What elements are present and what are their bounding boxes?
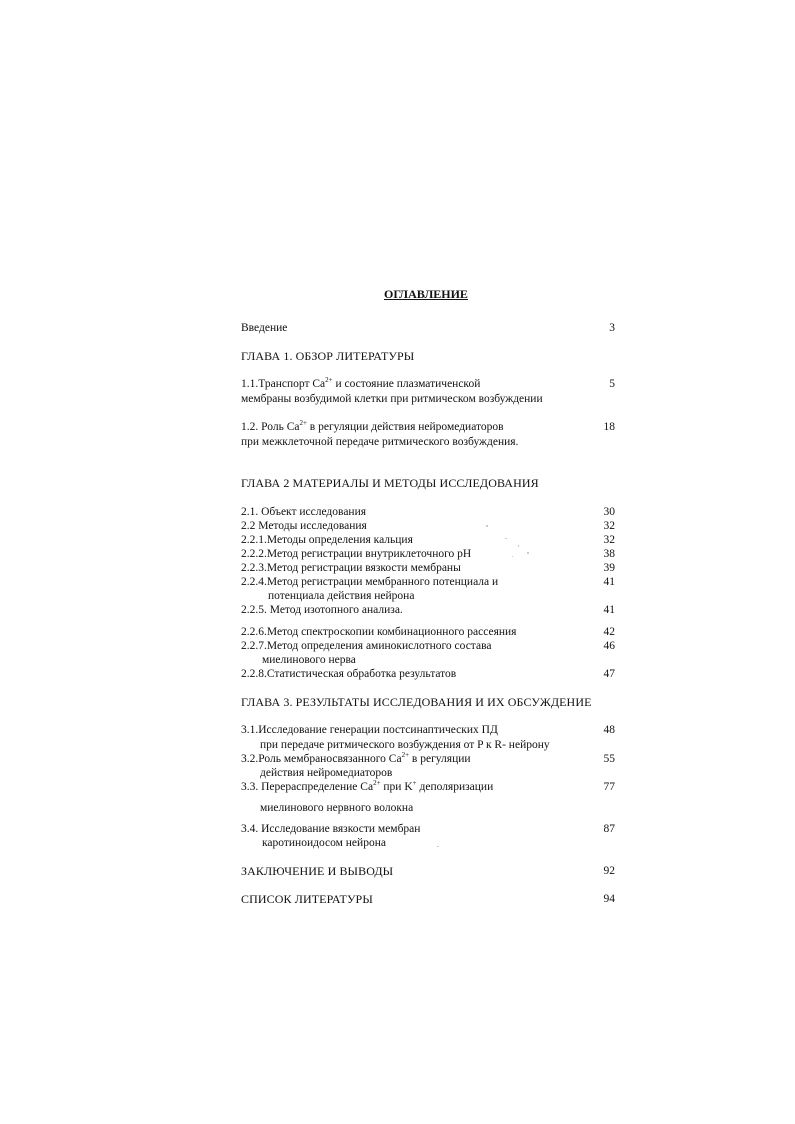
- superscript: 2+: [325, 376, 333, 384]
- toc-entry-2-2-7-line2: миелинового нерва: [262, 654, 356, 666]
- toc-page-2-2-8: 47: [603, 668, 615, 680]
- toc-page-2-2-3: 39: [603, 562, 615, 574]
- toc-page-references: 94: [603, 893, 615, 905]
- superscript: 2+: [401, 751, 410, 759]
- toc-entry-2-2-8: 2.2.8.Статистическая обработка результатов: [241, 668, 457, 680]
- toc-entry-text: 1.2. Роль Ca: [241, 421, 300, 433]
- toc-entry-3-3-line2: миелинового нервного волокна: [260, 802, 414, 814]
- toc-page-2-2-5: 41: [603, 604, 615, 616]
- scan-speck: [437, 846, 439, 847]
- scan-speck: [486, 525, 488, 527]
- toc-page-2-2-4: 41: [603, 576, 615, 588]
- toc-entry-text: 1.1.Транспорт Ca: [241, 378, 326, 390]
- toc-entry-text: в регуляции действия нейромедиаторов: [306, 421, 504, 433]
- toc-entry-2-1: 2.1. Объект исследования: [241, 506, 367, 518]
- toc-page-3-4: 87: [603, 823, 615, 835]
- toc-entry-2-2-2: 2.2.2.Метод регистрации внутриклеточного pH: [241, 548, 472, 560]
- scan-speck: [518, 545, 519, 547]
- toc-page-2-1: 30: [603, 506, 615, 518]
- toc-entry-2-2-3: 2.2.3.Метод регистрации вязкости мембраны: [241, 562, 461, 574]
- toc-entry-1-1: [241, 377, 480, 391]
- toc-entry-text: при K: [380, 781, 413, 793]
- toc-entry-2-2-5: 2.2.5. Метод изотопного анализа.: [241, 604, 403, 616]
- toc-page-3-1: 48: [603, 724, 615, 736]
- toc-page-1-1: 5: [609, 378, 615, 390]
- toc-entry-2-2-4: 2.2.4.Метод регистрации мембранного потенциала и: [241, 576, 499, 588]
- superscript: 2+: [299, 419, 307, 427]
- superscript: 2+: [373, 779, 381, 787]
- toc-entry-3-3: [241, 780, 493, 794]
- scan-speck: [512, 556, 513, 557]
- toc-entry-intro: Введение: [241, 322, 288, 334]
- chapter-2-heading: ГЛАВА 2 МАТЕРИАЛЫ И МЕТОДЫ ИССЛЕДОВАНИЯ: [241, 476, 539, 490]
- toc-entry-2-2-4-line2: потенциала действия нейрона: [268, 590, 415, 602]
- toc-entry-2-2: 2.2 Методы исследования: [241, 520, 367, 532]
- toc-entry-2-2-6: 2.2.6.Метод спектроскопии комбинационного рассеяния: [241, 626, 517, 638]
- scan-speck: [527, 552, 529, 554]
- toc-page-3-2: 55: [603, 753, 615, 765]
- toc-entry-text: в регуляции: [409, 753, 471, 765]
- toc-page-1-2: 18: [603, 421, 615, 433]
- toc-entry-text: 3.2.Роль мембраносвязанного Ca: [241, 753, 402, 765]
- toc-page-2-2: 32: [603, 520, 615, 532]
- toc-entry-conclusion: ЗАКЛЮЧЕНИЕ И ВЫВОДЫ: [241, 864, 394, 878]
- toc-page-2-2-7: 46: [603, 640, 615, 652]
- chapter-3-heading: ГЛАВА 3. РЕЗУЛЬТАТЫ ИССЛЕДОВАНИЯ И ИХ ОБСУЖДЕНИЕ: [241, 695, 592, 709]
- toc-page-2-2-1: 32: [603, 534, 615, 546]
- toc-page-intro: 3: [609, 322, 615, 334]
- toc-entry-3-4: 3.4. Исследование вязкости мембран: [241, 823, 421, 835]
- superscript: +: [412, 779, 417, 787]
- toc-entry-3-1: 3.1.Исследование генерации постсинаптических ПД: [241, 724, 498, 736]
- toc-entry-3-2: [241, 752, 471, 766]
- toc-entry-1-2: [241, 420, 504, 434]
- toc-page-2-2-6: 42: [603, 626, 615, 638]
- toc-entry-2-2-7: 2.2.7.Метод определения аминокислотного состава: [241, 640, 492, 652]
- toc-entry-3-1-line2: при передаче ритмического возбуждения от P к R- нейрону: [260, 739, 550, 751]
- toc-entry-3-4-line2: каротиноидосом нейрона: [262, 837, 386, 849]
- page-title: ОГЛАВЛЕНИЕ: [384, 287, 468, 301]
- toc-entry-references: СПИСОК ЛИТЕРАТУРЫ: [241, 892, 373, 906]
- toc-entry-3-2-line2: действия нейромедиаторов: [260, 767, 393, 779]
- scan-speck: [505, 538, 507, 539]
- toc-page-3-3: 77: [603, 781, 615, 793]
- toc-entry-1-1-line2: мембраны возбудимой клетки при ритмическом возбуждении: [241, 393, 543, 405]
- toc-page-conclusion: 92: [603, 865, 615, 877]
- toc-entry-1-2-line2: при межклеточной передаче ритмического возбуждения.: [241, 436, 519, 448]
- toc-entry-text: 3.3. Перераспределение Ca: [241, 781, 374, 793]
- toc-page-2-2-2: 38: [603, 548, 615, 560]
- toc-entry-2-2-1: 2.2.1.Методы определения кальция: [241, 534, 413, 546]
- toc-entry-text: и состояние плазматиченской: [332, 378, 481, 390]
- chapter-1-heading: ГЛАВА 1. ОБЗОР ЛИТЕРАТУРЫ: [241, 349, 415, 363]
- toc-entry-text: деполяризации: [416, 781, 494, 793]
